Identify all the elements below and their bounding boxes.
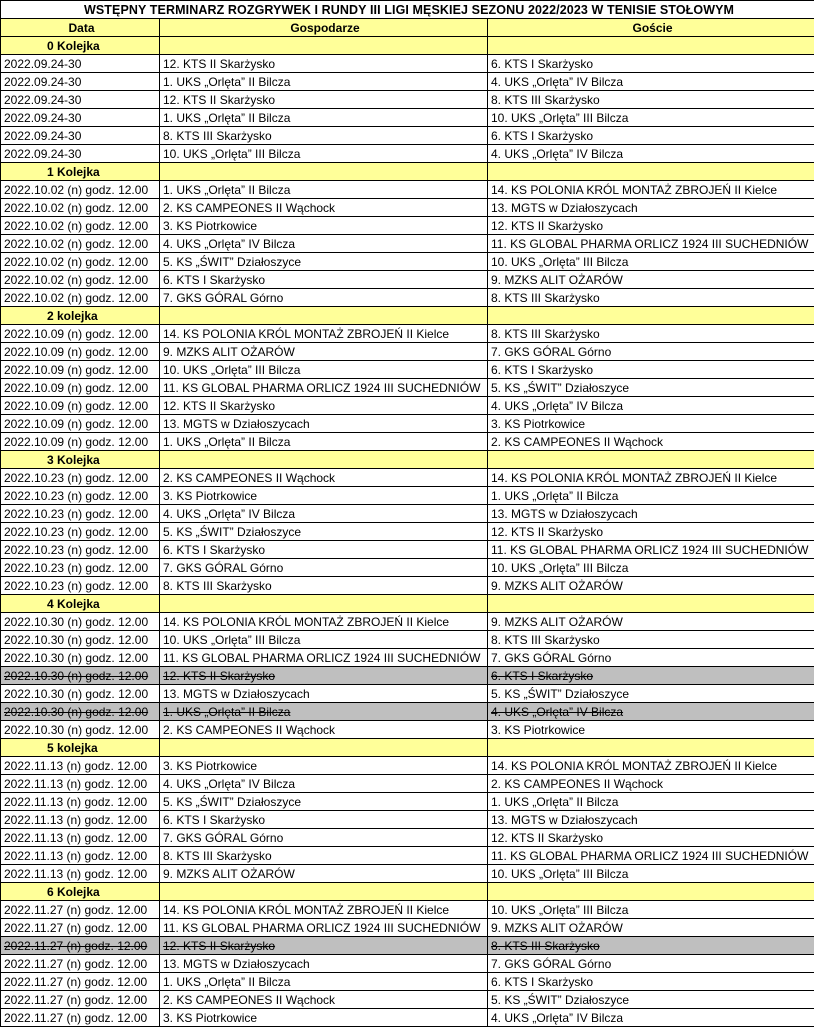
home-team: 13. MGTS w Działoszycach <box>160 955 488 973</box>
match-date: 2022.10.09 (n) godz. 12.00 <box>1 343 160 361</box>
match-date: 2022.11.27 (n) godz. 12.00 <box>1 1009 160 1027</box>
match-row <box>1 127 814 145</box>
away-team: 8. KTS III Skarżysko <box>488 325 814 343</box>
match-date: 2022.11.27 (n) godz. 12.00 <box>1 955 160 973</box>
away-team: 14. KS POLONIA KRÓL MONTAŻ ZBROJEŃ II Kielce <box>488 181 814 199</box>
match-row <box>1 109 814 127</box>
match-row <box>1 541 814 559</box>
home-team: 7. GKS GÓRAL Górno <box>160 829 488 847</box>
away-team: 9. MZKS ALIT OŻARÓW <box>488 613 814 631</box>
away-team: 14. KS POLONIA KRÓL MONTAŻ ZBROJEŃ II Kielce <box>488 757 814 775</box>
match-date: 2022.10.23 (n) godz. 12.00 <box>1 523 160 541</box>
away-team: 10. UKS „Orlęta” III Bilcza <box>488 253 814 271</box>
home-team: 14. KS POLONIA KRÓL MONTAŻ ZBROJEŃ II Kielce <box>160 613 488 631</box>
match-date: 2022.09.24-30 <box>1 91 160 109</box>
column-header-away: Goście <box>488 19 814 37</box>
home-team: 7. GKS GÓRAL Górno <box>160 289 488 307</box>
away-team: 8. KTS III Skarżysko <box>488 289 814 307</box>
match-row <box>1 559 814 577</box>
match-row <box>1 901 814 919</box>
round-header-row <box>1 307 814 325</box>
away-team: 4. UKS „Orlęta” IV Bilcza <box>488 703 814 721</box>
away-team: 10. UKS „Orlęta” III Bilcza <box>488 559 814 577</box>
match-date: 2022.10.02 (n) godz. 12.00 <box>1 235 160 253</box>
match-row <box>1 577 814 595</box>
match-row <box>1 865 814 883</box>
home-team: 12. KTS II Skarżysko <box>160 397 488 415</box>
match-date: 2022.10.23 (n) godz. 12.00 <box>1 469 160 487</box>
match-row <box>1 415 814 433</box>
home-team: 8. KTS III Skarżysko <box>160 847 488 865</box>
match-date: 2022.09.24-30 <box>1 127 160 145</box>
home-team: 5. KS „ŚWIT” Działoszyce <box>160 793 488 811</box>
match-row <box>1 685 814 703</box>
home-team: 2. KS CAMPEONES II Wąchock <box>160 721 488 739</box>
round-header-empty-cell <box>488 37 814 55</box>
home-team: 11. KS GLOBAL PHARMA ORLICZ 1924 III SUCHEDNIÓW <box>160 379 488 397</box>
match-row <box>1 847 814 865</box>
round-header-row <box>1 883 814 901</box>
home-team: 4. UKS „Orlęta” IV Bilcza <box>160 505 488 523</box>
match-row <box>1 397 814 415</box>
match-row <box>1 289 814 307</box>
match-row <box>1 811 814 829</box>
match-date: 2022.11.27 (n) godz. 12.00 <box>1 937 160 955</box>
round-header-row <box>1 739 814 757</box>
home-team: 7. GKS GÓRAL Górno <box>160 559 488 577</box>
match-date: 2022.11.13 (n) godz. 12.00 <box>1 829 160 847</box>
round-header-row <box>1 451 814 469</box>
away-team: 2. KS CAMPEONES II Wąchock <box>488 433 814 451</box>
away-team: 11. KS GLOBAL PHARMA ORLICZ 1924 III SUCHEDNIÓW <box>488 235 814 253</box>
round-label: 0 Kolejka <box>1 37 160 55</box>
match-date: 2022.09.24-30 <box>1 55 160 73</box>
match-date: 2022.10.09 (n) godz. 12.00 <box>1 379 160 397</box>
match-date: 2022.09.24-30 <box>1 109 160 127</box>
match-date: 2022.11.13 (n) godz. 12.00 <box>1 757 160 775</box>
match-date: 2022.10.09 (n) godz. 12.00 <box>1 397 160 415</box>
round-header-empty-cell <box>160 307 488 325</box>
home-team: 2. KS CAMPEONES II Wąchock <box>160 991 488 1009</box>
match-row <box>1 253 814 271</box>
match-date: 2022.11.27 (n) godz. 12.00 <box>1 973 160 991</box>
away-team: 12. KTS II Skarżysko <box>488 829 814 847</box>
match-row <box>1 523 814 541</box>
match-date: 2022.10.23 (n) godz. 12.00 <box>1 505 160 523</box>
home-team: 9. MZKS ALIT OŻARÓW <box>160 343 488 361</box>
match-row <box>1 271 814 289</box>
away-team: 9. MZKS ALIT OŻARÓW <box>488 577 814 595</box>
round-header-empty-cell <box>488 595 814 613</box>
match-date: 2022.10.02 (n) godz. 12.00 <box>1 181 160 199</box>
match-date: 2022.10.02 (n) godz. 12.00 <box>1 289 160 307</box>
away-team: 1. UKS „Orlęta” II Bilcza <box>488 487 814 505</box>
away-team: 12. KTS II Skarżysko <box>488 523 814 541</box>
match-date: 2022.11.13 (n) godz. 12.00 <box>1 811 160 829</box>
home-team: 8. KTS III Skarżysko <box>160 577 488 595</box>
match-date: 2022.10.02 (n) godz. 12.00 <box>1 217 160 235</box>
cancelled-match-row <box>1 937 814 955</box>
title-row <box>1 1 814 19</box>
round-header-empty-cell <box>160 883 488 901</box>
match-date: 2022.10.30 (n) godz. 12.00 <box>1 613 160 631</box>
home-team: 2. KS CAMPEONES II Wąchock <box>160 469 488 487</box>
home-team: 12. KTS II Skarżysko <box>160 91 488 109</box>
match-date: 2022.09.24-30 <box>1 145 160 163</box>
match-row <box>1 469 814 487</box>
home-team: 1. UKS „Orlęta” II Bilcza <box>160 433 488 451</box>
away-team: 6. KTS I Skarżysko <box>488 55 814 73</box>
round-header-empty-cell <box>160 451 488 469</box>
match-row <box>1 955 814 973</box>
match-date: 2022.11.27 (n) godz. 12.00 <box>1 919 160 937</box>
match-row <box>1 55 814 73</box>
match-date: 2022.10.09 (n) godz. 12.00 <box>1 325 160 343</box>
away-team: 7. GKS GÓRAL Górno <box>488 343 814 361</box>
match-row <box>1 361 814 379</box>
match-row <box>1 181 814 199</box>
match-date: 2022.10.23 (n) godz. 12.00 <box>1 541 160 559</box>
home-team: 11. KS GLOBAL PHARMA ORLICZ 1924 III SUCHEDNIÓW <box>160 649 488 667</box>
home-team: 14. KS POLONIA KRÓL MONTAŻ ZBROJEŃ II Kielce <box>160 901 488 919</box>
away-team: 8. KTS III Skarżysko <box>488 91 814 109</box>
match-row <box>1 343 814 361</box>
round-header-empty-cell <box>488 739 814 757</box>
away-team: 5. KS „ŚWIT” Działoszyce <box>488 379 814 397</box>
round-label: 4 Kolejka <box>1 595 160 613</box>
match-date: 2022.10.02 (n) godz. 12.00 <box>1 271 160 289</box>
match-row <box>1 829 814 847</box>
match-row <box>1 505 814 523</box>
home-team: 11. KS GLOBAL PHARMA ORLICZ 1924 III SUCHEDNIÓW <box>160 919 488 937</box>
match-date: 2022.10.09 (n) godz. 12.00 <box>1 415 160 433</box>
away-team: 4. UKS „Orlęta” IV Bilcza <box>488 1009 814 1027</box>
home-team: 1. UKS „Orlęta” II Bilcza <box>160 181 488 199</box>
match-row <box>1 379 814 397</box>
match-date: 2022.10.30 (n) godz. 12.00 <box>1 685 160 703</box>
away-team: 3. KS Piotrkowice <box>488 721 814 739</box>
header-row <box>1 19 814 37</box>
match-date: 2022.10.30 (n) godz. 12.00 <box>1 703 160 721</box>
away-team: 8. KTS III Skarżysko <box>488 631 814 649</box>
away-team: 6. KTS I Skarżysko <box>488 973 814 991</box>
match-row <box>1 199 814 217</box>
round-header-empty-cell <box>160 163 488 181</box>
home-team: 12. KTS II Skarżysko <box>160 667 488 685</box>
match-row <box>1 433 814 451</box>
match-row <box>1 793 814 811</box>
home-team: 10. UKS „Orlęta” III Bilcza <box>160 361 488 379</box>
match-date: 2022.11.13 (n) godz. 12.00 <box>1 865 160 883</box>
home-team: 6. KTS I Skarżysko <box>160 811 488 829</box>
match-row <box>1 721 814 739</box>
round-label: 2 kolejka <box>1 307 160 325</box>
away-team: 6. KTS I Skarżysko <box>488 361 814 379</box>
away-team: 14. KS POLONIA KRÓL MONTAŻ ZBROJEŃ II Kielce <box>488 469 814 487</box>
match-date: 2022.10.30 (n) godz. 12.00 <box>1 667 160 685</box>
match-row <box>1 217 814 235</box>
away-team: 2. KS CAMPEONES II Wąchock <box>488 775 814 793</box>
away-team: 13. MGTS w Działoszycach <box>488 811 814 829</box>
away-team: 4. UKS „Orlęta” IV Bilcza <box>488 397 814 415</box>
match-row <box>1 649 814 667</box>
match-date: 2022.10.30 (n) godz. 12.00 <box>1 721 160 739</box>
match-row <box>1 631 814 649</box>
match-date: 2022.10.23 (n) godz. 12.00 <box>1 577 160 595</box>
home-team: 1. UKS „Orlęta” II Bilcza <box>160 109 488 127</box>
home-team: 13. MGTS w Działoszycach <box>160 685 488 703</box>
round-label: 1 Kolejka <box>1 163 160 181</box>
round-header-empty-cell <box>488 163 814 181</box>
away-team: 7. GKS GÓRAL Górno <box>488 955 814 973</box>
home-team: 12. KTS II Skarżysko <box>160 55 488 73</box>
match-row <box>1 91 814 109</box>
home-team: 1. UKS „Orlęta” II Bilcza <box>160 703 488 721</box>
away-team: 11. KS GLOBAL PHARMA ORLICZ 1924 III SUCHEDNIÓW <box>488 541 814 559</box>
home-team: 6. KTS I Skarżysko <box>160 271 488 289</box>
away-team: 9. MZKS ALIT OŻARÓW <box>488 919 814 937</box>
away-team: 4. UKS „Orlęta” IV Bilcza <box>488 73 814 91</box>
away-team: 5. KS „ŚWIT” Działoszyce <box>488 685 814 703</box>
home-team: 10. UKS „Orlęta” III Bilcza <box>160 631 488 649</box>
away-team: 6. KTS I Skarżysko <box>488 127 814 145</box>
cancelled-match-row <box>1 667 814 685</box>
match-date: 2022.10.30 (n) godz. 12.00 <box>1 649 160 667</box>
home-team: 12. KTS II Skarżysko <box>160 937 488 955</box>
match-row <box>1 919 814 937</box>
home-team: 9. MZKS ALIT OŻARÓW <box>160 865 488 883</box>
away-team: 7. GKS GÓRAL Górno <box>488 649 814 667</box>
home-team: 4. UKS „Orlęta” IV Bilcza <box>160 775 488 793</box>
home-team: 14. KS POLONIA KRÓL MONTAŻ ZBROJEŃ II Kielce <box>160 325 488 343</box>
match-row <box>1 775 814 793</box>
round-header-row <box>1 37 814 55</box>
match-date: 2022.10.23 (n) godz. 12.00 <box>1 487 160 505</box>
column-header-date: Data <box>1 19 160 37</box>
home-team: 13. MGTS w Działoszycach <box>160 415 488 433</box>
away-team: 10. UKS „Orlęta” III Bilcza <box>488 865 814 883</box>
round-header-empty-cell <box>160 739 488 757</box>
match-row <box>1 325 814 343</box>
home-team: 4. UKS „Orlęta” IV Bilcza <box>160 235 488 253</box>
round-header-empty-cell <box>488 307 814 325</box>
home-team: 8. KTS III Skarżysko <box>160 127 488 145</box>
round-header-empty-cell <box>160 37 488 55</box>
round-header-row <box>1 595 814 613</box>
cancelled-match-row <box>1 703 814 721</box>
home-team: 5. KS „ŚWIT” Działoszyce <box>160 523 488 541</box>
match-date: 2022.10.02 (n) godz. 12.00 <box>1 199 160 217</box>
match-row <box>1 613 814 631</box>
away-team: 12. KTS II Skarżysko <box>488 217 814 235</box>
round-label: 5 kolejka <box>1 739 160 757</box>
home-team: 10. UKS „Orlęta” III Bilcza <box>160 145 488 163</box>
match-date: 2022.11.13 (n) godz. 12.00 <box>1 775 160 793</box>
match-row <box>1 757 814 775</box>
home-team: 1. UKS „Orlęta” II Bilcza <box>160 973 488 991</box>
match-date: 2022.10.09 (n) godz. 12.00 <box>1 361 160 379</box>
match-row <box>1 145 814 163</box>
away-team: 13. MGTS w Działoszycach <box>488 199 814 217</box>
match-date: 2022.10.23 (n) godz. 12.00 <box>1 559 160 577</box>
away-team: 4. UKS „Orlęta” IV Bilcza <box>488 145 814 163</box>
match-date: 2022.10.02 (n) godz. 12.00 <box>1 253 160 271</box>
home-team: 3. KS Piotrkowice <box>160 1009 488 1027</box>
home-team: 3. KS Piotrkowice <box>160 757 488 775</box>
away-team: 9. MZKS ALIT OŻARÓW <box>488 271 814 289</box>
page-title: WSTĘPNY TERMINARZ ROZGRYWEK I RUNDY III LIGI MĘSKIEJ SEZONU 2022/2023 W TENISIE STOŁOWYM <box>1 1 814 19</box>
match-date: 2022.11.13 (n) godz. 12.00 <box>1 793 160 811</box>
away-team: 3. KS Piotrkowice <box>488 415 814 433</box>
match-row <box>1 73 814 91</box>
match-row <box>1 991 814 1009</box>
away-team: 1. UKS „Orlęta” II Bilcza <box>488 793 814 811</box>
round-header-row <box>1 163 814 181</box>
away-team: 6. KTS I Skarżysko <box>488 667 814 685</box>
round-label: 3 Kolejka <box>1 451 160 469</box>
round-header-empty-cell <box>488 883 814 901</box>
match-row <box>1 487 814 505</box>
column-header-home: Gospodarze <box>160 19 488 37</box>
match-date: 2022.10.09 (n) godz. 12.00 <box>1 433 160 451</box>
home-team: 6. KTS I Skarżysko <box>160 541 488 559</box>
match-date: 2022.09.24-30 <box>1 73 160 91</box>
home-team: 5. KS „ŚWIT” Działoszyce <box>160 253 488 271</box>
away-team: 10. UKS „Orlęta” III Bilcza <box>488 109 814 127</box>
match-row <box>1 973 814 991</box>
match-date: 2022.11.27 (n) godz. 12.00 <box>1 901 160 919</box>
round-header-empty-cell <box>488 451 814 469</box>
home-team: 3. KS Piotrkowice <box>160 487 488 505</box>
away-team: 5. KS „ŚWIT” Działoszyce <box>488 991 814 1009</box>
round-header-empty-cell <box>160 595 488 613</box>
away-team: 11. KS GLOBAL PHARMA ORLICZ 1924 III SUCHEDNIÓW <box>488 847 814 865</box>
home-team: 2. KS CAMPEONES II Wąchock <box>160 199 488 217</box>
match-date: 2022.11.13 (n) godz. 12.00 <box>1 847 160 865</box>
match-row <box>1 235 814 253</box>
home-team: 3. KS Piotrkowice <box>160 217 488 235</box>
away-team: 8. KTS III Skarżysko <box>488 937 814 955</box>
away-team: 10. UKS „Orlęta” III Bilcza <box>488 901 814 919</box>
match-date: 2022.10.30 (n) godz. 12.00 <box>1 631 160 649</box>
away-team: 13. MGTS w Działoszycach <box>488 505 814 523</box>
round-label: 6 Kolejka <box>1 883 160 901</box>
home-team: 1. UKS „Orlęta” II Bilcza <box>160 73 488 91</box>
match-date: 2022.11.27 (n) godz. 12.00 <box>1 991 160 1009</box>
